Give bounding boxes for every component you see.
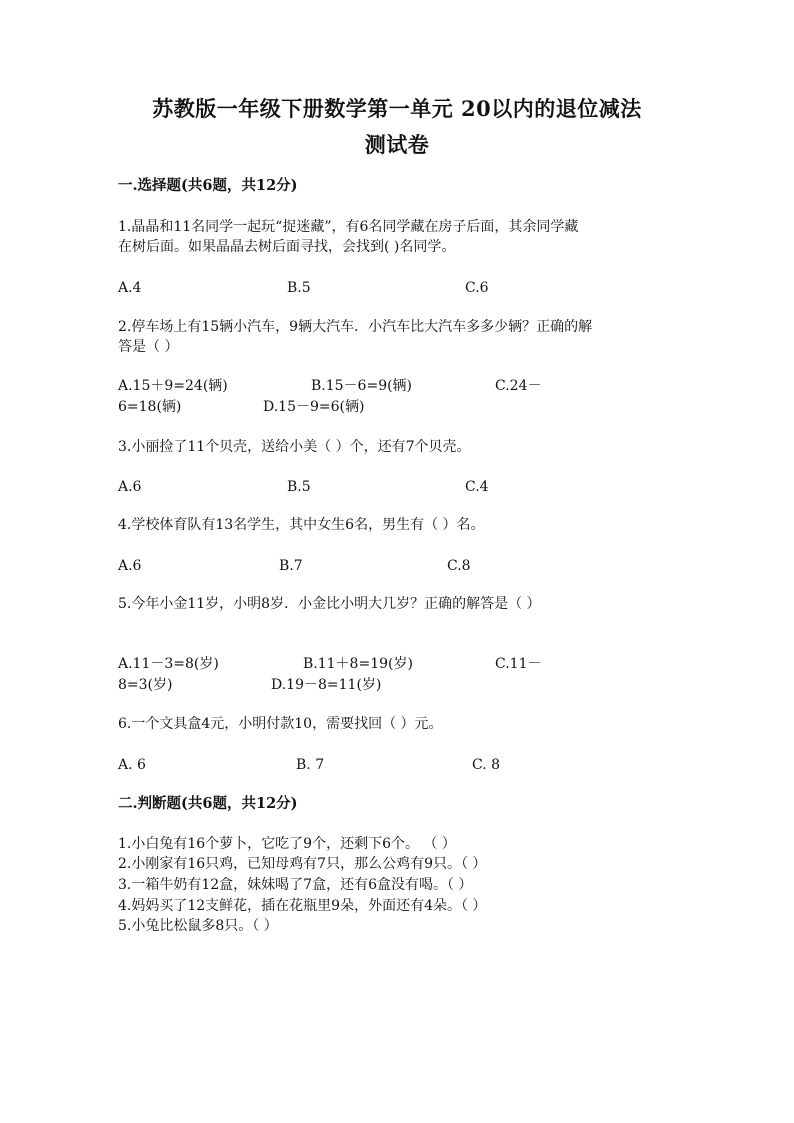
question-4-option-b: B.7: [279, 558, 303, 574]
judge-item-2: 2.小刚家有16只鸡，已知母鸡有7只，那么公鸡有9只。（ ）: [118, 856, 487, 872]
page-title-line2: 测试卷: [364, 132, 430, 157]
question-6-option-c: C. 8: [472, 757, 501, 773]
question-3-option-b: B.5: [287, 479, 311, 495]
question-6-option-b: B. 7: [296, 757, 325, 773]
question-1-text-cont: 在树后面。如果晶晶去树后面寻找，会找到( )名同学。: [118, 239, 456, 255]
judge-item-3: 3.一箱牛奶有12盒，妹妹喝了7盒，还有6盒没有喝。（ ）: [118, 877, 473, 893]
question-4-text: 4.学校体育队有13名学生，其中女生6名，男生有（ ）名。: [118, 517, 485, 533]
question-4-option-c: C.8: [447, 558, 471, 574]
question-1-option-b: B.5: [287, 280, 311, 296]
section-heading-multiple-choice: 一.选择题(共6题，共12分): [118, 177, 298, 194]
question-1-text: 1.晶晶和11名同学一起玩“捉迷藏”，有6名同学藏在房子后面，其余同学藏: [118, 219, 579, 235]
page-title-line1: 苏教版一年级下册数学第一单元 20以内的退位减法: [152, 96, 642, 121]
question-1-option-c: C.6: [465, 280, 489, 296]
question-1-option-a: A.4: [118, 280, 142, 296]
question-2-text-cont: 答是（ ）: [118, 339, 179, 355]
question-5-text: 5.今年小金11岁，小明8岁．小金比小明大几岁？正确的解答是（ ）: [118, 596, 541, 612]
question-2-option-b: B.15－6=9(辆): [311, 378, 413, 394]
question-3-option-c: C.4: [465, 479, 489, 495]
judge-item-4: 4.妈妈买了12支鲜花，插在花瓶里9朵，外面还有4朵。（ ）: [118, 898, 487, 914]
judge-item-1: 1.小白兔有16个萝卜，它吃了9个，还剩下6个。 （ ）: [118, 836, 456, 852]
question-5-option-d: D.19－8=11(岁): [271, 677, 382, 693]
question-2-option-c-cont: 6=18(辆): [118, 399, 182, 415]
judge-item-5: 5.小兔比松鼠多8只。（ ）: [118, 918, 278, 934]
question-2-option-a: A.15＋9=24(辆): [118, 378, 228, 394]
question-6-text: 6.一个文具盒4元，小明付款10，需要找回（ ）元。: [118, 716, 443, 732]
question-5-option-c-cont: 8=3(岁): [118, 677, 173, 693]
question-2-text: 2.停车场上有15辆小汽车，9辆大汽车．小汽车比大汽车多多少辆？正确的解: [118, 319, 593, 335]
section-heading-true-false: 二.判断题(共6题，共12分): [118, 795, 298, 812]
question-5-option-a: A.11－3=8(岁): [118, 656, 219, 672]
question-2-option-d: D.15－9=6(辆): [263, 399, 365, 415]
question-6-option-a: A. 6: [118, 757, 146, 773]
question-5-option-c: C.11－: [495, 656, 542, 672]
question-2-option-c: C.24－: [495, 378, 542, 394]
question-4-option-a: A.6: [118, 558, 142, 574]
question-3-option-a: A.6: [118, 479, 142, 495]
question-3-text: 3.小丽捡了11个贝壳，送给小美（ ）个，还有7个贝壳。: [118, 439, 471, 455]
question-5-option-b: B.11＋8=19(岁): [303, 656, 413, 672]
